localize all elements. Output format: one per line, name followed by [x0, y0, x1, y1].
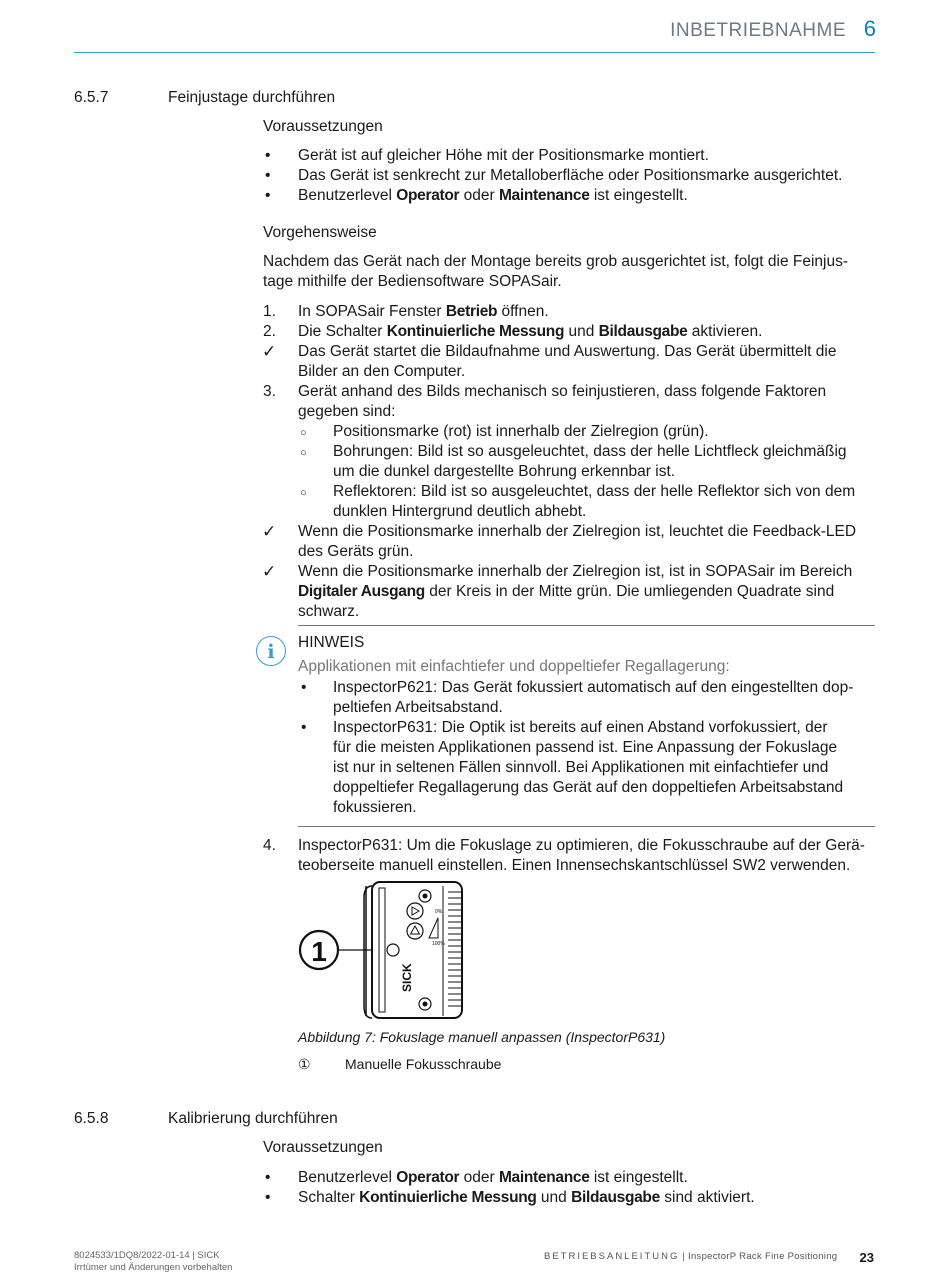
- step-text: Die Schalter Kontinuierliche Messung und Bildausgabe aktivieren.: [298, 323, 763, 340]
- check-icon: ✓: [262, 342, 277, 361]
- sick-logo: SICK: [400, 963, 414, 992]
- result-text: Das Gerät startet die Bildaufnahme und Auswertung. Das Gerät übermittelt die: [298, 343, 837, 360]
- bullet-marker: •: [265, 167, 271, 184]
- footer-disclaimer: Irrtümer und Änderungen vorbehalten: [74, 1262, 233, 1273]
- section-title: Feinjustage durchführen: [168, 89, 336, 106]
- bullet-marker: •: [265, 1169, 271, 1186]
- note-subtitle: Applikationen mit einfachtiefer und doppeltiefer Regallagerung:: [298, 658, 730, 675]
- section-number: 6.5.7: [74, 89, 109, 106]
- result-text: Bilder an den Computer.: [298, 363, 466, 380]
- callout-number: 1: [311, 936, 327, 967]
- sub-item: dunklen Hintergrund deutlich abhebt.: [333, 503, 587, 520]
- footer-doc-info: [74, 1250, 232, 1274]
- circle-bullet: ○: [300, 447, 307, 459]
- prereq-heading: Voraussetzungen: [263, 118, 383, 135]
- bullet-marker: •: [301, 679, 307, 696]
- result-text: Wenn die Positionsmarke innerhalb der Zielregion ist, ist in SOPASair im Bereich: [298, 563, 853, 580]
- note-item: ist nur in seltenen Fällen sinnvoll. Bei Applikationen mit einfachtiefer und: [333, 759, 829, 776]
- prereq-item: Gerät ist auf gleicher Höhe mit der Positionsmarke montiert.: [298, 147, 709, 164]
- legend-text: Manuelle Fokusschraube: [345, 1056, 502, 1072]
- step-number: 3.: [263, 383, 276, 400]
- step-number: 4.: [263, 837, 276, 854]
- note-item: InspectorP621: Das Gerät fokussiert automatisch auf den eingestellten dop-: [333, 679, 854, 696]
- result-text: Wenn die Positionsmarke innerhalb der Zielregion ist, leuchtet die Feedback-LED: [298, 523, 857, 540]
- prereq-item: Das Gerät ist senkrecht zur Metalloberfläche oder Positionsmarke ausgerichtet.: [298, 167, 843, 184]
- footer-manual-title: BETRIEBSANLEITUNG | InspectorP Rack Fine Positioning: [544, 1251, 838, 1262]
- check-icon: ✓: [262, 522, 277, 541]
- footer-doc-id: 8024533/1DQ8/2022-01-14 | SICK: [74, 1250, 220, 1261]
- step-text: teoberseite manuell einstellen. Einen Innensechskantschlüssel SW2 verwenden.: [298, 857, 851, 874]
- circle-bullet: ○: [300, 427, 307, 439]
- prereq-item: Schalter Kontinuierliche Messung und Bildausgabe sind aktiviert.: [298, 1189, 755, 1206]
- bullet-marker: •: [301, 719, 307, 736]
- device-figure: [298, 878, 468, 1024]
- step-text: gegeben sind:: [298, 403, 396, 420]
- result-text: schwarz.: [298, 603, 360, 620]
- bullet-marker: •: [265, 187, 271, 204]
- sub-item: Reflektoren: Bild ist so ausgeleuchtet, dass der helle Reflektor sich von dem: [333, 483, 856, 500]
- check-icon: ✓: [262, 562, 277, 581]
- note-bottom-rule: [298, 826, 875, 827]
- note-top-rule: [298, 625, 875, 626]
- prereq-item: Benutzerlevel Operator oder Maintenance ist eingestellt.: [298, 1169, 688, 1186]
- procedure-heading: Vorgehensweise: [263, 224, 377, 241]
- step-text: InspectorP631: Um die Fokuslage zu optimieren, die Fokusschraube auf der Gerä-: [298, 837, 865, 854]
- section-title: Kalibrierung durchführen: [168, 1110, 338, 1127]
- note-item: für die meisten Applikationen passend ist. Eine Anpassung der Fokuslage: [333, 739, 838, 756]
- circle-bullet: ○: [300, 487, 307, 499]
- scale-top-label: 0%: [435, 909, 443, 915]
- prereq-item: Benutzerlevel Operator oder Maintenance ist eingestellt.: [298, 187, 688, 204]
- page-number: 23: [859, 1250, 874, 1265]
- note-item: InspectorP631: Die Optik ist bereits auf einen Abstand vorfokussiert, der: [333, 719, 828, 736]
- chapter-number: 6: [863, 16, 876, 41]
- bullet-marker: •: [265, 147, 271, 164]
- scale-bottom-label: 100%: [432, 941, 445, 947]
- legend-number: ①: [298, 1056, 311, 1072]
- figure-caption: Abbildung 7: Fokuslage manuell anpassen (InspectorP631): [298, 1029, 666, 1045]
- section-number: 6.5.8: [74, 1110, 109, 1127]
- sub-item: um die dunkel dargestellte Bohrung erkennbar ist.: [333, 463, 676, 480]
- info-icon: i: [256, 636, 286, 666]
- step-text: Gerät anhand des Bilds mechanisch so feinjustieren, dass folgende Faktoren: [298, 383, 827, 400]
- sub-item: Positionsmarke (rot) ist innerhalb der Zielregion (grün).: [333, 423, 709, 440]
- sub-item: Bohrungen: Bild ist so ausgeleuchtet, dass der helle Lichtfleck gleichmäßig: [333, 443, 847, 460]
- note-item: fokussieren.: [333, 799, 417, 816]
- step-number: 2.: [263, 323, 276, 340]
- note-title: HINWEIS: [298, 634, 365, 651]
- bullet-marker: •: [265, 1189, 271, 1206]
- header-rule: [74, 52, 875, 53]
- intro-text: Nachdem das Gerät nach der Montage bereits grob ausgerichtet ist, folgt die Feinjus-: [263, 253, 849, 270]
- result-text: Digitaler Ausgang der Kreis in der Mitte grün. Die umliegenden Quadrate sind: [298, 583, 835, 600]
- step-text: In SOPASair Fenster Betrieb öffnen.: [298, 303, 549, 320]
- chapter-title: INBETRIEBNAHME: [670, 20, 846, 41]
- result-text: des Geräts grün.: [298, 543, 414, 560]
- intro-text: tage mithilfe der Bediensoftware SOPASair.: [263, 273, 562, 290]
- note-item: peltiefen Arbeitsabstand.: [333, 699, 503, 716]
- prereq-heading: Voraussetzungen: [263, 1139, 383, 1156]
- note-item: doppeltiefer Regallagerung das Gerät auf den doppeltiefen Arbeitsabstand: [333, 779, 844, 796]
- step-number: 1.: [263, 303, 276, 320]
